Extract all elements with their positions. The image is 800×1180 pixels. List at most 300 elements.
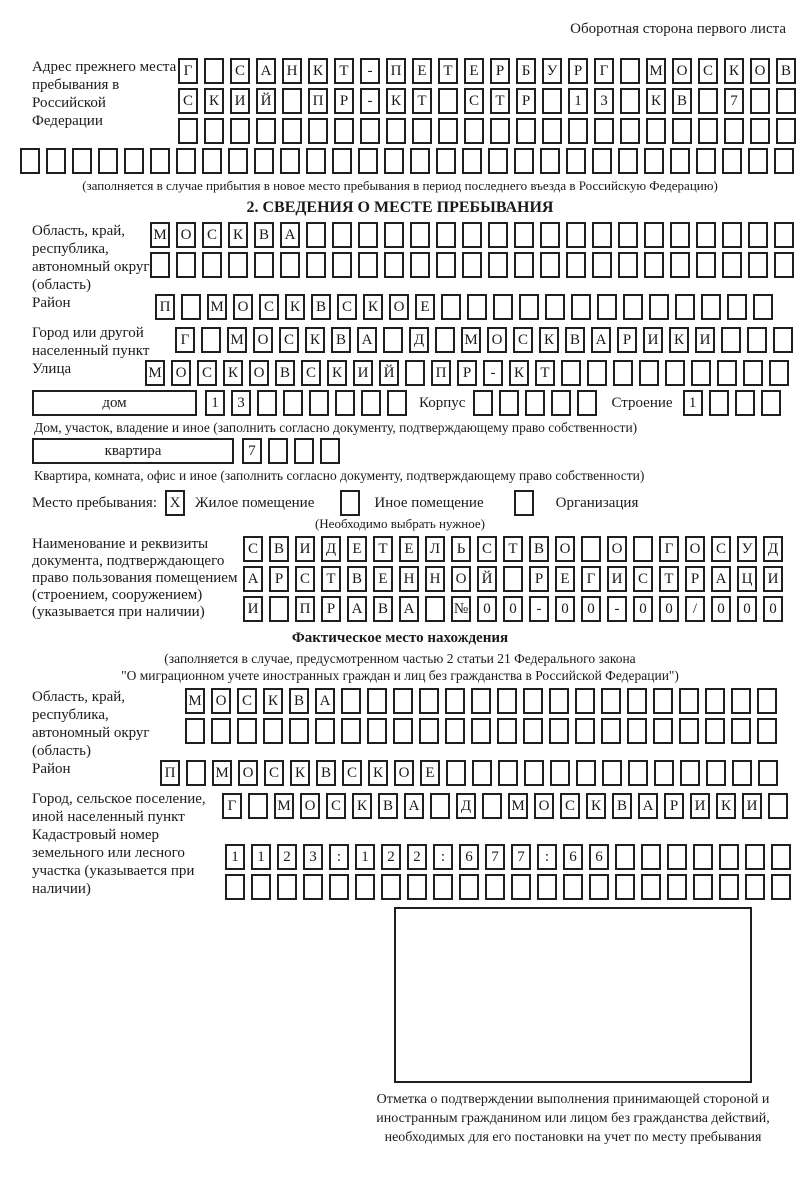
form-cell[interactable]: В (378, 793, 398, 819)
form-cell[interactable]: Е (420, 760, 440, 786)
form-cell[interactable] (462, 252, 482, 278)
form-cell[interactable]: А (243, 566, 263, 592)
form-cell[interactable] (653, 718, 673, 744)
form-cell[interactable] (438, 118, 458, 144)
form-cell[interactable] (748, 252, 768, 278)
form-cell[interactable] (561, 360, 581, 386)
form-cell[interactable] (268, 438, 288, 464)
form-cell[interactable]: О (607, 536, 627, 562)
form-cell[interactable]: С (243, 536, 263, 562)
form-cell[interactable]: Й (477, 566, 497, 592)
form-cell[interactable]: - (607, 596, 627, 622)
form-cell[interactable] (597, 294, 617, 320)
form-cell[interactable]: К (263, 688, 283, 714)
form-cell[interactable] (709, 390, 729, 416)
form-cell[interactable]: 2 (407, 844, 427, 870)
form-cell[interactable]: В (529, 536, 549, 562)
form-cell[interactable]: О (555, 536, 575, 562)
form-cell[interactable] (774, 222, 794, 248)
form-cell[interactable]: 1 (355, 844, 375, 870)
form-cell[interactable] (176, 148, 196, 174)
form-cell[interactable] (282, 118, 302, 144)
form-cell[interactable] (341, 718, 361, 744)
form-cell[interactable] (178, 118, 198, 144)
form-cell[interactable] (719, 874, 739, 900)
form-cell[interactable]: Б (516, 58, 536, 84)
form-cell[interactable]: С (202, 222, 222, 248)
form-cell[interactable]: Р (685, 566, 705, 592)
form-cell[interactable] (618, 148, 638, 174)
form-cell[interactable] (459, 874, 479, 900)
form-cell[interactable] (462, 222, 482, 248)
form-cell[interactable]: И (353, 360, 373, 386)
form-cell[interactable] (577, 390, 597, 416)
form-cell[interactable] (601, 718, 621, 744)
form-cell[interactable] (202, 148, 222, 174)
form-cell[interactable]: Е (373, 566, 393, 592)
form-cell[interactable] (98, 148, 118, 174)
form-cell[interactable] (550, 760, 570, 786)
form-cell[interactable] (537, 874, 557, 900)
form-cell[interactable] (433, 874, 453, 900)
form-cell[interactable]: С (464, 88, 484, 114)
form-cell[interactable]: Д (409, 327, 429, 353)
form-cell[interactable] (722, 222, 742, 248)
form-cell[interactable] (566, 148, 586, 174)
form-cell[interactable]: В (254, 222, 274, 248)
form-cell[interactable]: К (586, 793, 606, 819)
form-cell[interactable] (769, 360, 789, 386)
form-cell[interactable] (551, 390, 571, 416)
form-cell[interactable]: М (274, 793, 294, 819)
form-cell[interactable]: В (373, 596, 393, 622)
form-cell[interactable] (393, 688, 413, 714)
form-cell[interactable]: К (716, 793, 736, 819)
form-cell[interactable]: М (207, 294, 227, 320)
form-cell[interactable] (473, 390, 493, 416)
form-cell[interactable]: С (259, 294, 279, 320)
form-cell[interactable]: Г (222, 793, 242, 819)
form-cell[interactable] (771, 844, 791, 870)
form-cell[interactable] (776, 118, 796, 144)
form-cell[interactable] (758, 760, 778, 786)
form-cell[interactable] (289, 718, 309, 744)
form-cell[interactable] (282, 88, 302, 114)
form-cell[interactable] (750, 88, 770, 114)
form-cell[interactable] (254, 252, 274, 278)
form-cell[interactable] (670, 148, 690, 174)
form-cell[interactable] (698, 88, 718, 114)
form-cell[interactable]: Й (256, 88, 276, 114)
form-cell[interactable] (568, 118, 588, 144)
form-cell[interactable] (393, 718, 413, 744)
form-cell[interactable]: О (750, 58, 770, 84)
form-cell[interactable]: 1 (683, 390, 703, 416)
form-cell[interactable] (230, 118, 250, 144)
form-cell[interactable] (471, 718, 491, 744)
form-cell[interactable] (384, 222, 404, 248)
form-cell[interactable] (646, 118, 666, 144)
form-cell[interactable] (748, 148, 768, 174)
form-cell[interactable]: С (633, 566, 653, 592)
form-cell[interactable] (722, 148, 742, 174)
form-cell[interactable] (511, 874, 531, 900)
form-cell[interactable]: : (433, 844, 453, 870)
form-cell[interactable] (430, 793, 450, 819)
form-cell[interactable]: Т (412, 88, 432, 114)
form-cell[interactable] (277, 874, 297, 900)
form-cell[interactable] (667, 844, 687, 870)
form-cell[interactable] (731, 718, 751, 744)
form-cell[interactable] (211, 718, 231, 744)
form-cell[interactable]: 0 (737, 596, 757, 622)
form-cell[interactable]: 0 (581, 596, 601, 622)
form-cell[interactable] (407, 874, 427, 900)
form-cell[interactable]: М (646, 58, 666, 84)
form-cell[interactable] (639, 360, 659, 386)
form-cell[interactable]: Т (321, 566, 341, 592)
form-cell[interactable]: О (171, 360, 191, 386)
form-cell[interactable] (773, 327, 793, 353)
form-cell[interactable]: О (249, 360, 269, 386)
form-cell[interactable] (412, 118, 432, 144)
form-cell[interactable]: Г (178, 58, 198, 84)
form-cell[interactable] (748, 222, 768, 248)
form-cell[interactable]: 0 (503, 596, 523, 622)
form-cell[interactable]: Д (456, 793, 476, 819)
form-cell[interactable]: 0 (555, 596, 575, 622)
form-cell[interactable] (482, 793, 502, 819)
form-cell[interactable]: О (685, 536, 705, 562)
form-cell[interactable] (498, 760, 518, 786)
form-cell[interactable] (367, 688, 387, 714)
form-cell[interactable]: К (669, 327, 689, 353)
form-cell[interactable] (329, 874, 349, 900)
form-cell[interactable]: В (289, 688, 309, 714)
form-cell[interactable] (315, 718, 335, 744)
form-cell[interactable]: К (386, 88, 406, 114)
form-cell[interactable] (248, 793, 268, 819)
form-cell[interactable] (381, 874, 401, 900)
form-cell[interactable]: К (285, 294, 305, 320)
form-cell[interactable] (436, 252, 456, 278)
form-cell[interactable]: С (279, 327, 299, 353)
form-cell[interactable]: Н (282, 58, 302, 84)
form-cell[interactable]: С (342, 760, 362, 786)
form-cell[interactable] (618, 252, 638, 278)
form-cell[interactable]: Д (321, 536, 341, 562)
form-cell[interactable]: О (238, 760, 258, 786)
form-cell[interactable] (410, 222, 430, 248)
form-cell[interactable]: - (483, 360, 503, 386)
form-cell[interactable]: Г (594, 58, 614, 84)
form-cell[interactable] (472, 760, 492, 786)
form-cell[interactable]: 3 (594, 88, 614, 114)
form-cell[interactable]: : (537, 844, 557, 870)
form-cell[interactable]: 1 (251, 844, 271, 870)
form-cell[interactable]: Е (415, 294, 435, 320)
form-cell[interactable]: 2 (277, 844, 297, 870)
form-cell[interactable] (735, 390, 755, 416)
form-cell[interactable] (768, 793, 788, 819)
form-cell[interactable] (519, 294, 539, 320)
form-cell[interactable]: № (451, 596, 471, 622)
form-cell[interactable] (613, 360, 633, 386)
form-cell[interactable]: Т (334, 58, 354, 84)
form-cell[interactable] (335, 390, 355, 416)
form-cell[interactable] (150, 252, 170, 278)
form-cell[interactable] (436, 148, 456, 174)
form-cell[interactable]: О (394, 760, 414, 786)
form-cell[interactable]: И (643, 327, 663, 353)
form-cell[interactable] (410, 252, 430, 278)
form-cell[interactable] (620, 88, 640, 114)
form-cell[interactable]: У (737, 536, 757, 562)
form-cell[interactable] (384, 148, 404, 174)
form-cell[interactable] (185, 718, 205, 744)
form-cell[interactable] (523, 688, 543, 714)
form-cell[interactable]: М (145, 360, 165, 386)
form-cell[interactable] (654, 760, 674, 786)
form-cell[interactable]: И (295, 536, 315, 562)
form-cell[interactable]: Р (457, 360, 477, 386)
form-cell[interactable]: 7 (511, 844, 531, 870)
form-cell[interactable]: Р (334, 88, 354, 114)
form-cell[interactable] (410, 148, 430, 174)
form-cell[interactable]: И (742, 793, 762, 819)
form-cell[interactable]: О (451, 566, 471, 592)
form-cell[interactable]: О (253, 327, 273, 353)
form-cell[interactable]: Г (659, 536, 679, 562)
form-cell[interactable] (516, 118, 536, 144)
form-cell[interactable]: И (695, 327, 715, 353)
form-cell[interactable]: Е (412, 58, 432, 84)
form-cell[interactable]: Е (464, 58, 484, 84)
form-cell[interactable]: 7 (724, 88, 744, 114)
form-cell[interactable] (721, 327, 741, 353)
form-cell[interactable]: М (212, 760, 232, 786)
form-cell[interactable]: С (513, 327, 533, 353)
form-cell[interactable]: Р (490, 58, 510, 84)
form-cell[interactable] (649, 294, 669, 320)
form-cell[interactable] (628, 760, 648, 786)
form-cell[interactable] (358, 252, 378, 278)
form-cell[interactable] (592, 148, 612, 174)
form-cell[interactable] (150, 148, 170, 174)
form-cell[interactable] (46, 148, 66, 174)
form-cell[interactable]: А (399, 596, 419, 622)
form-cell[interactable]: К (308, 58, 328, 84)
form-cell[interactable] (727, 294, 747, 320)
form-cell[interactable] (750, 118, 770, 144)
form-cell[interactable]: : (329, 844, 349, 870)
form-cell[interactable] (332, 148, 352, 174)
form-cell[interactable] (386, 118, 406, 144)
form-cell[interactable] (774, 252, 794, 278)
form-cell[interactable]: Е (347, 536, 367, 562)
form-cell[interactable]: М (185, 688, 205, 714)
form-cell[interactable]: 6 (563, 844, 583, 870)
form-cell[interactable]: К (305, 327, 325, 353)
form-cell[interactable] (306, 252, 326, 278)
form-cell[interactable]: И (607, 566, 627, 592)
form-cell[interactable] (471, 688, 491, 714)
form-cell[interactable] (309, 390, 329, 416)
form-cell[interactable]: И (230, 88, 250, 114)
form-cell[interactable]: 0 (711, 596, 731, 622)
form-cell[interactable] (757, 688, 777, 714)
form-cell[interactable]: В (331, 327, 351, 353)
form-cell[interactable] (575, 718, 595, 744)
form-cell[interactable] (774, 148, 794, 174)
form-cell[interactable]: П (386, 58, 406, 84)
form-cell[interactable]: В (316, 760, 336, 786)
form-cell[interactable] (332, 252, 352, 278)
form-cell[interactable]: Ь (451, 536, 471, 562)
form-cell[interactable] (693, 844, 713, 870)
form-cell[interactable] (665, 360, 685, 386)
form-cell[interactable]: Т (503, 536, 523, 562)
form-cell[interactable]: К (290, 760, 310, 786)
form-cell[interactable] (228, 252, 248, 278)
form-cell[interactable]: О (672, 58, 692, 84)
form-cell[interactable] (761, 390, 781, 416)
form-cell[interactable]: Т (373, 536, 393, 562)
form-cell[interactable] (303, 874, 323, 900)
form-cell[interactable] (201, 327, 221, 353)
form-cell[interactable] (20, 148, 40, 174)
form-cell[interactable]: Т (438, 58, 458, 84)
form-cell[interactable] (601, 688, 621, 714)
form-cell[interactable] (499, 390, 519, 416)
form-cell[interactable] (72, 148, 92, 174)
form-cell[interactable] (257, 390, 277, 416)
form-cell[interactable]: Р (269, 566, 289, 592)
form-cell[interactable] (540, 252, 560, 278)
form-cell[interactable] (488, 222, 508, 248)
form-cell[interactable]: П (295, 596, 315, 622)
form-cell[interactable] (670, 222, 690, 248)
form-cell[interactable]: К (352, 793, 372, 819)
form-cell[interactable] (367, 718, 387, 744)
form-cell[interactable]: А (591, 327, 611, 353)
form-cell[interactable] (308, 118, 328, 144)
form-cell[interactable] (225, 874, 245, 900)
form-cell[interactable]: - (360, 88, 380, 114)
form-cell[interactable] (419, 718, 439, 744)
form-cell[interactable]: П (308, 88, 328, 114)
form-cell[interactable] (540, 222, 560, 248)
form-cell[interactable] (280, 252, 300, 278)
form-cell[interactable]: В (612, 793, 632, 819)
form-cell[interactable] (332, 222, 352, 248)
form-cell[interactable] (644, 148, 664, 174)
form-cell[interactable] (566, 222, 586, 248)
form-cell[interactable]: Р (617, 327, 637, 353)
form-cell[interactable] (334, 118, 354, 144)
form-cell[interactable]: 6 (459, 844, 479, 870)
form-cell[interactable]: 3 (303, 844, 323, 870)
form-cell[interactable] (623, 294, 643, 320)
stay-checkbox-other[interactable] (340, 490, 360, 516)
form-cell[interactable] (435, 327, 455, 353)
form-cell[interactable] (696, 222, 716, 248)
form-cell[interactable] (181, 294, 201, 320)
form-cell[interactable] (256, 118, 276, 144)
form-cell[interactable]: С (237, 688, 257, 714)
form-cell[interactable]: П (155, 294, 175, 320)
form-cell[interactable] (696, 148, 716, 174)
form-cell[interactable] (361, 390, 381, 416)
form-cell[interactable] (696, 252, 716, 278)
form-cell[interactable]: Р (321, 596, 341, 622)
form-cell[interactable]: 1 (225, 844, 245, 870)
form-cell[interactable] (514, 148, 534, 174)
form-cell[interactable] (757, 718, 777, 744)
form-cell[interactable] (566, 252, 586, 278)
form-cell[interactable]: М (227, 327, 247, 353)
form-cell[interactable]: В (565, 327, 585, 353)
form-cell[interactable] (627, 688, 647, 714)
form-cell[interactable]: А (315, 688, 335, 714)
form-cell[interactable]: П (431, 360, 451, 386)
form-cell[interactable]: К (327, 360, 347, 386)
form-cell[interactable] (294, 438, 314, 464)
form-cell[interactable] (503, 566, 523, 592)
form-cell[interactable]: О (487, 327, 507, 353)
form-cell[interactable] (436, 222, 456, 248)
form-cell[interactable]: - (529, 596, 549, 622)
form-cell[interactable] (540, 148, 560, 174)
form-cell[interactable] (202, 252, 222, 278)
form-cell[interactable] (675, 294, 695, 320)
stay-checkbox-residential[interactable]: X (165, 490, 185, 516)
form-cell[interactable] (602, 760, 622, 786)
form-cell[interactable]: С (295, 566, 315, 592)
form-cell[interactable] (358, 148, 378, 174)
form-cell[interactable]: О (233, 294, 253, 320)
form-cell[interactable]: А (404, 793, 424, 819)
form-cell[interactable] (405, 360, 425, 386)
form-cell[interactable] (571, 294, 591, 320)
form-cell[interactable] (358, 222, 378, 248)
form-cell[interactable] (670, 252, 690, 278)
form-cell[interactable] (594, 118, 614, 144)
form-cell[interactable]: О (176, 222, 196, 248)
form-cell[interactable] (743, 360, 763, 386)
form-cell[interactable] (438, 88, 458, 114)
form-cell[interactable]: 0 (763, 596, 783, 622)
form-cell[interactable] (620, 58, 640, 84)
form-cell[interactable] (462, 148, 482, 174)
form-cell[interactable]: 7 (485, 844, 505, 870)
form-cell[interactable]: И (763, 566, 783, 592)
form-cell[interactable] (776, 88, 796, 114)
form-cell[interactable] (355, 874, 375, 900)
form-cell[interactable] (615, 844, 635, 870)
form-cell[interactable] (691, 360, 711, 386)
form-cell[interactable]: Т (490, 88, 510, 114)
form-cell[interactable]: К (646, 88, 666, 114)
form-cell[interactable] (620, 118, 640, 144)
form-cell[interactable]: В (347, 566, 367, 592)
form-cell[interactable] (269, 596, 289, 622)
form-cell[interactable]: В (776, 58, 796, 84)
form-cell[interactable] (524, 760, 544, 786)
form-cell[interactable] (525, 390, 545, 416)
form-cell[interactable] (653, 688, 673, 714)
form-cell[interactable] (753, 294, 773, 320)
